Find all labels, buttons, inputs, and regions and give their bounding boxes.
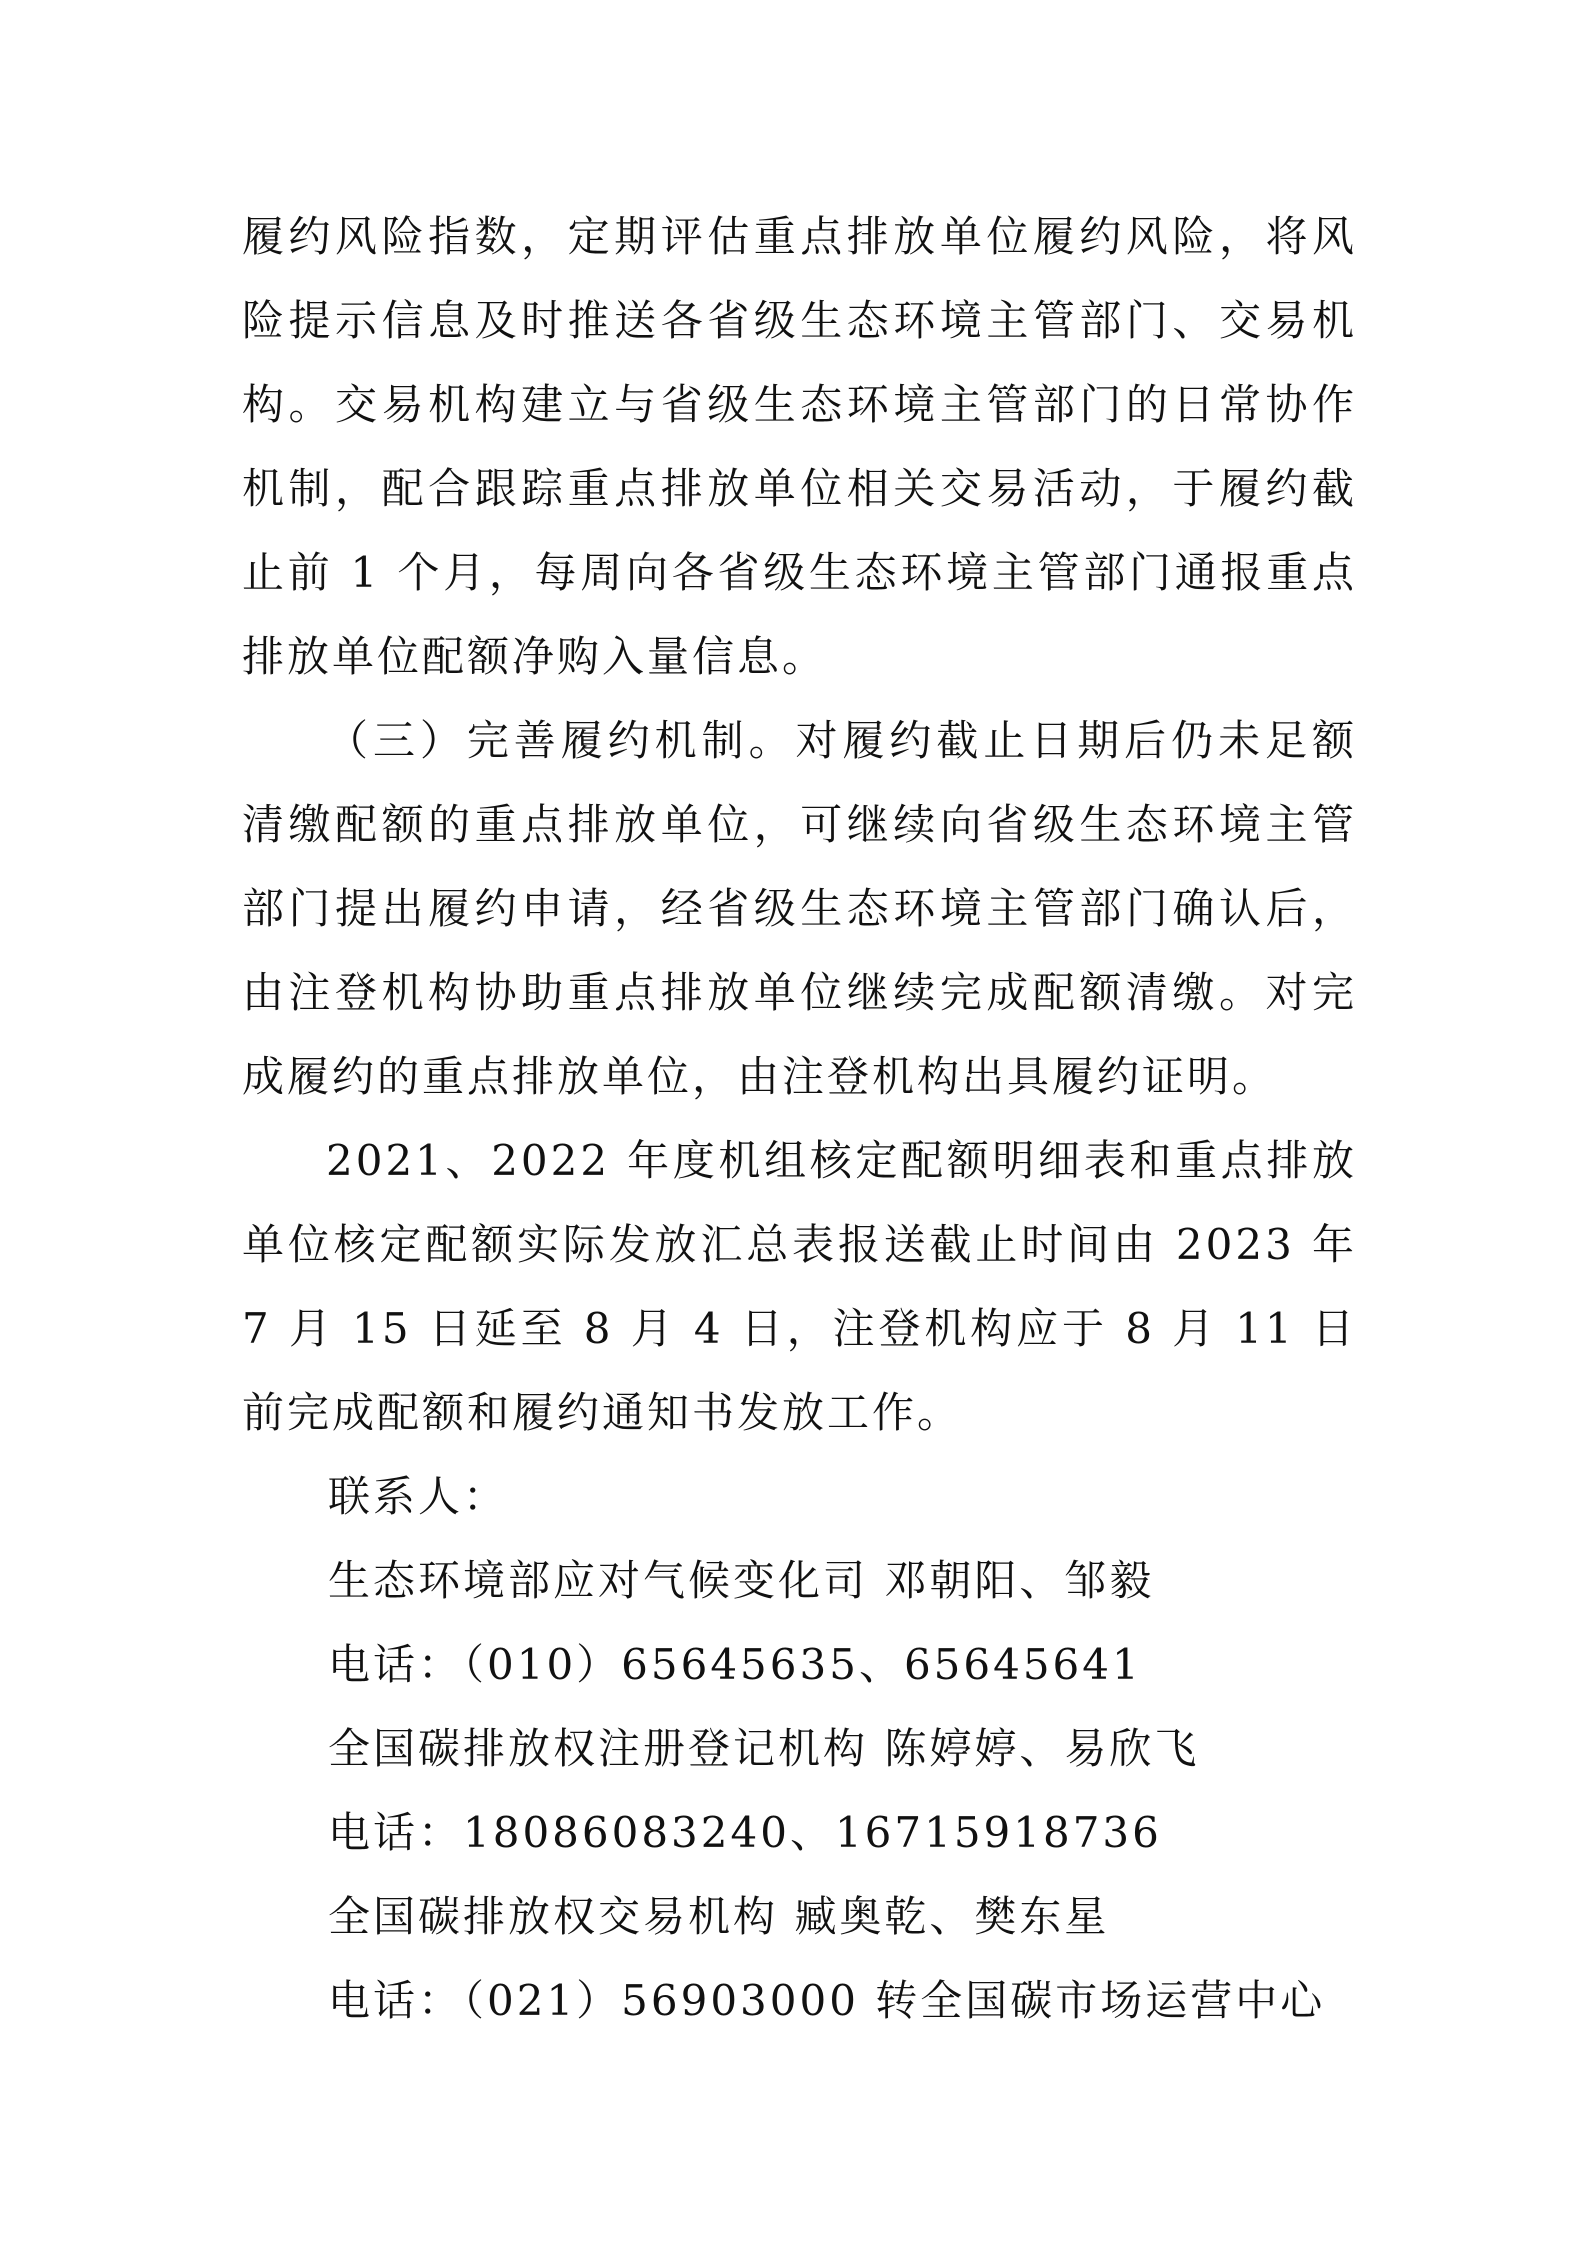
paragraph-deadline-extension: [242, 1119, 1357, 1455]
paragraph-compliance-mechanism: [242, 699, 1357, 1119]
paragraph-text: 履约风险指数，定期评估重点排放单位履约风险，将风险提示信息及时推送各省级生态环境主管部门、交易机构。交易机构建立与省级生态环境主管部门的日常协作机制，配合跟踪重点排放单位相关交易活动，于履约截止前 1 个月，每周向各省级生态环境主管部门通报重点排放单位配额净购入量信息。: [242, 212, 1357, 681]
contact-line-mee-phone: 电话：（010）65645635、65645641: [328, 1640, 1142, 1689]
contact-line-registry: 全国碳排放权注册登记机构 陈婷婷、易欣飞: [328, 1724, 1200, 1773]
paragraph-text: （三）完善履约机制。对履约截止日期后仍未足额清缴配额的重点排放单位，可继续向省级生态环境主管部门提出履约申请，经省级生态环境主管部门确认后，由注登机构协助重点排放单位继续完成配额清缴。对完成履约的重点排放单位，由注登机构出具履约证明。: [242, 716, 1357, 1101]
contact-line-exchange-phone: 电话：（021）56903000 转全国碳市场运营中心: [328, 1976, 1326, 2025]
paragraph-risk-alert: [242, 195, 1357, 699]
contact-line-exchange: 全国碳排放权交易机构 臧奥乾、樊东星: [328, 1892, 1110, 1941]
contact-line-mee-department: 生态环境部应对气候变化司 邓朝阳、邹毅: [328, 1556, 1155, 1605]
contact-line-registry-phone: 电话：18086083240、16715918736: [328, 1808, 1162, 1857]
paragraph-text: 2021、2022 年度机组核定配额明细表和重点排放单位核定配额实际发放汇总表报送截止时间由 2023 年 7 月 15 日延至 8 月 4 日，注登机构应于 8 月 11 日前完成配额和履约通知书发放工作。: [242, 1136, 1357, 1437]
contacts-heading: 联系人：: [328, 1472, 509, 1521]
